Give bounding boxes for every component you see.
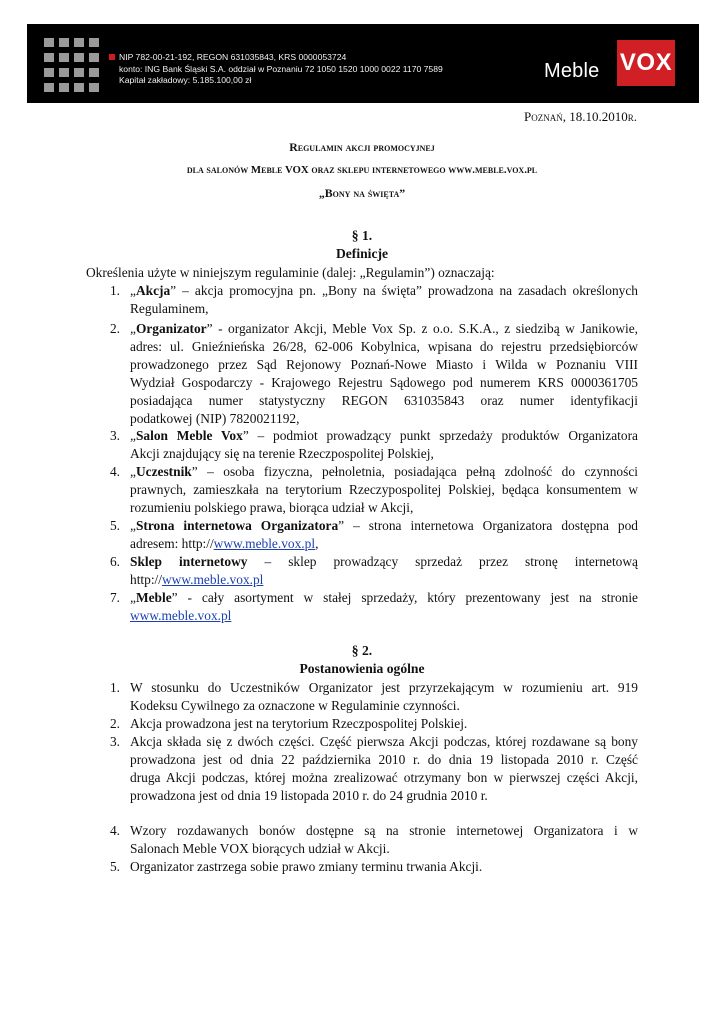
list-item-line: podatkowej (NIP) 7820021192, (130, 411, 300, 426)
list-item-line: Wzory rozdawanych bonów dostępne są na stronie internetowej Organizatora i w (130, 823, 638, 838)
list-number: 5. (109, 859, 120, 874)
list-number: 2. (109, 716, 120, 731)
document-subtitle: dla salonów Meble VOX oraz sklepu internetowego www.meble.vox.pl (186, 164, 538, 176)
list-item-line: prawnych, zamieszkała na terytorium Rzeczypospolitej Polskiej, będąca konsumentem w (130, 482, 638, 497)
document-campaign-name: „Bony na święta” (318, 186, 406, 200)
list-item-line: Kodeksu Cywilnego za oznaczone w Regulaminie czynności. (130, 698, 460, 713)
section-number: § 2. (351, 643, 373, 658)
list-number: 3. (109, 428, 120, 443)
list-item: „Uczestnik” – osoba fizyczna, pełnoletnia, posiadająca pełną zdolność do czynności prawnych, zamieszkała na terytorium Rzeczypospolitej Polskiej, będąca konsumentem w rozumieniu polskiego prawa, biorąca udział w Akcji, (130, 464, 638, 515)
list-item: „Strona internetowa Organizatora” – strona internetowa Organizatora dostępna pod adresem: http://www.meble.vox.pl, (130, 518, 638, 551)
list-item-line: rozumieniu polskiego prawa, biorąca udział w Akcji, (130, 500, 414, 515)
brand-logo-box: VOX (617, 40, 675, 86)
section-heading: Postanowienia ogólne (299, 661, 425, 676)
list-item-line: Salonach Meble VOX biorących udział w Akcji. (130, 841, 390, 856)
section-heading: Definicje (335, 246, 389, 261)
document-title: Regulamin akcji promocyjnej (289, 140, 435, 154)
list-number: 7. (109, 590, 120, 605)
list-item-line: W stosunku do Uczestników Organizator jest przyrzekającym w rozumieniu art. 919 (130, 680, 638, 695)
website-link[interactable]: www.meble.vox.pl (162, 572, 264, 587)
company-line: Kapitał zakładowy: 5.185.100,00 zł (119, 75, 252, 85)
list-number: 1. (109, 680, 120, 695)
list-item-line: Organizator zastrzega sobie prawo zmiany terminu trwania Akcji. (130, 859, 483, 874)
website-link[interactable]: www.meble.vox.pl (130, 608, 232, 623)
list-item-line: Regulaminem, (130, 301, 209, 316)
list-item-line: Akcja prowadzona jest na terytorium Rzeczpospolitej Polskiej. (130, 716, 468, 731)
list-item-line: Wydział Gospodarczy - Krajowego Rejestru Sądowego pod numerem KRS 0000361705 (130, 375, 638, 390)
list-item-line: Akcji znajdujący się na terenie Rzeczpospolitej Polskiej, (130, 446, 434, 461)
list-number: 3. (109, 734, 120, 749)
list-item: „Meble” - cały asortyment w stałej sprzedaży, który prezentowany jest na stronie www.meble.vox.pl (130, 590, 638, 623)
list-number: 1. (109, 283, 120, 298)
section-number: § 1. (351, 228, 373, 243)
list-number: 4. (109, 823, 120, 838)
list-item: Sklep internetowy – sklep prowadzący sprzedaż przez stronę internetową http://www.meble.vox.pl (130, 554, 638, 587)
section-intro: Określenia użyte w niniejszym regulaminie (dalej: „Regulamin”) oznaczają: (86, 265, 495, 280)
list-item: „Salon Meble Vox” – podmiot prowadzący punkt sprzedaży produktów Organizatora Akcji znajdujący się na terenie Rzeczpospolitej Polskiej, (130, 428, 638, 461)
list-number: 6. (109, 554, 120, 569)
brand-logo-word: Meble (544, 60, 600, 82)
company-line: konto: ING Bank Śląski S.A. oddział w Poznaniu 72 1050 1520 1000 0022 1170 7589 (119, 63, 443, 74)
document-date: Poznań, 18.10.2010r. (524, 109, 637, 124)
list-item (130, 858, 638, 876)
list-item (130, 822, 638, 858)
list-item-line: prowadzona jest od dnia 19 listopada 2010 r. do 24 grudnia 2010 r. (130, 788, 488, 803)
list-item-line: druga Akcji podczas, której można zrealizować otrzymany bon w pierwszej części Akcji, (130, 770, 638, 785)
list-item-line: posiadająca numer statystyczny REGON 631035843 oraz numer identyfikacji (130, 393, 638, 408)
red-bullet-icon (109, 54, 115, 60)
list-item: „Organizator” - organizator Akcji, Meble Vox Sp. z o.o. S.K.A., z siedzibą w Janikowie, adres: ul. Gnieźnieńska 26/28, 62-006 Kobylnica, wpisana do rejestru przedsiębiorców prowadzonego przez Sąd Rejonowy Poznań-Nowe Miasto i Wilda w Poznaniu VIII Wydział Gospodarczy - Krajowego Rejestru Sądowego pod numerem KRS 0000361705 posiadająca numer statystyczny REGON 631035843 oraz numer identyfikacji podatkowej (NIP) 7820021192, (130, 321, 638, 426)
list-item: „Akcja” – akcja promocyjna pn. „Bony na święta” prowadzona na zasadach określonych Regulaminem, (130, 283, 638, 316)
defined-term: Salon Meble Vox (135, 428, 243, 443)
letterhead-bar (27, 24, 699, 103)
defined-term: Sklep internetowy (130, 554, 248, 569)
company-details (119, 52, 443, 87)
company-line: NIP 782-00-21-192, REGON 631035843, KRS 0000053724 (119, 52, 347, 62)
website-link[interactable]: www.meble.vox.pl (213, 536, 316, 551)
defined-term: Akcja (135, 283, 171, 298)
logo-grid-icon (44, 38, 102, 94)
defined-term: Organizator (135, 321, 207, 336)
list-item (130, 733, 638, 805)
list-number: 5. (109, 518, 120, 533)
defined-term: Meble (135, 590, 172, 605)
list-item-line: prowadzonego przez Sąd Rejonowy Poznań-Nowe Miasto i Wilda w Poznaniu VIII (130, 357, 638, 372)
list-item (130, 715, 638, 733)
list-item-line: Akcja składa się z dwóch części. Część pierwsza Akcji podczas, której rozdawane są bony (130, 734, 638, 749)
defined-term: Strona internetowa Organizatora (135, 518, 339, 533)
list-item (130, 679, 638, 715)
defined-term: Uczestnik (135, 464, 192, 479)
list-number: 4. (109, 464, 120, 479)
list-number: 2. (109, 321, 120, 336)
list-item-line: prowadzona jest od dnia 22 października 2010 r. do dnia 19 listopada 2010 r. Część (130, 752, 638, 767)
list-item-line: adres: ul. Gnieźnieńska 26/28, 62-006 Kobylnica, wpisana do rejestru przedsiębiorców (130, 339, 638, 354)
